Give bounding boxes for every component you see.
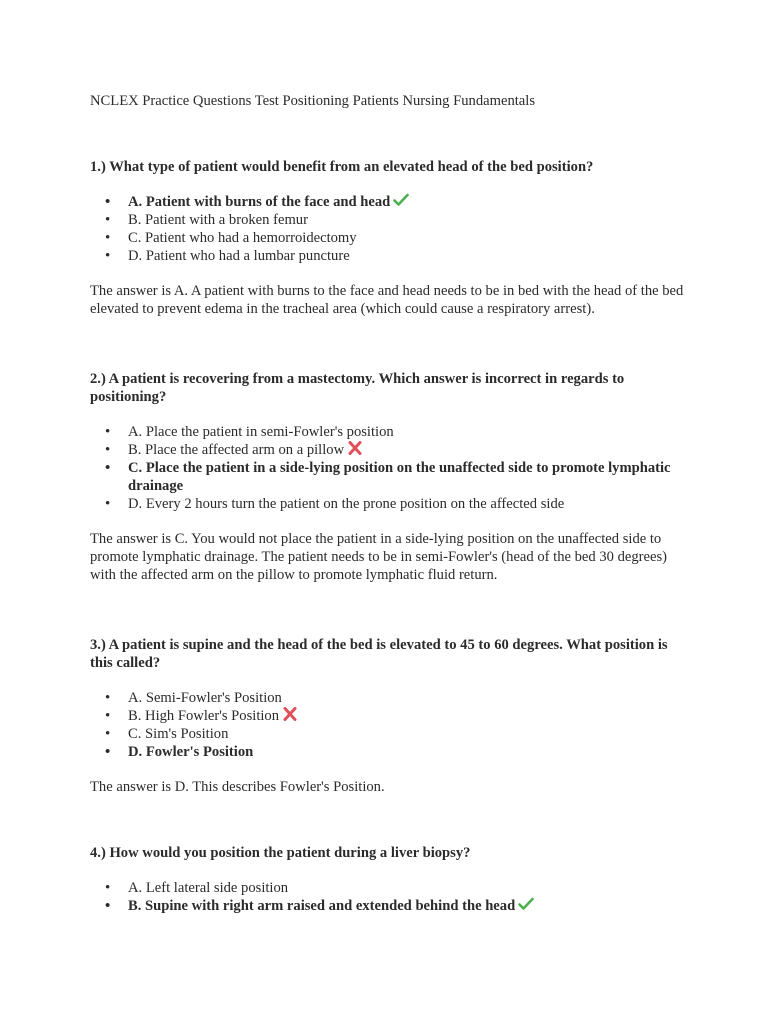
option-label: B. Place the affected arm on a pillow: [128, 442, 345, 458]
option-a: [128, 879, 690, 897]
answer-options: [90, 193, 690, 265]
answer-explanation: The answer is D. This describes Fowler's Position.: [90, 779, 385, 795]
question-text: 1.) What type of patient would benefit from an elevated head of the bed position?: [90, 159, 594, 175]
option-b: [128, 211, 690, 229]
option-d: [128, 495, 690, 513]
answer-options: [90, 423, 690, 513]
answer-options: [90, 689, 690, 761]
option-b: [128, 441, 690, 459]
option-d: [128, 743, 690, 761]
answer-options: [90, 879, 690, 915]
option-label: A. Patient with burns of the face and head: [128, 194, 391, 210]
question-text: 4.) How would you position the patient during a liver biopsy?: [90, 845, 471, 861]
question-text: 2.) A patient is recovering from a mastectomy. Which answer is incorrect in regards to positioning?: [90, 371, 625, 405]
cross-icon: [282, 707, 298, 721]
option-c: [128, 725, 690, 743]
option-label: B. Supine with right arm raised and extended behind the head: [128, 898, 516, 914]
option-d: [128, 247, 690, 265]
option-label: A. Place the patient in semi-Fowler's position: [128, 424, 394, 440]
option-a: [128, 423, 690, 441]
question-3: [90, 636, 690, 796]
option-label: A. Semi-Fowler's Position: [128, 690, 282, 706]
document-title: NCLEX Practice Questions Test Positioning Patients Nursing Fundamentals: [90, 93, 536, 109]
option-label: A. Left lateral side position: [128, 880, 289, 896]
cross-icon: [347, 441, 363, 455]
option-c: [128, 229, 690, 247]
option-label: D. Every 2 hours turn the patient on the prone position on the affected side: [128, 496, 565, 512]
option-a: [128, 689, 690, 707]
option-b: [128, 707, 690, 725]
option-label: C. Place the patient in a side-lying position on the unaffected side to promote lymphatic drainage: [128, 460, 671, 494]
option-label: C. Patient who had a hemorroidectomy: [128, 230, 357, 246]
option-label: B. High Fowler's Position: [128, 708, 280, 724]
option-c: [128, 459, 690, 495]
option-label: D. Patient who had a lumbar puncture: [128, 248, 350, 264]
question-2: [90, 370, 690, 584]
question-text: 3.) A patient is supine and the head of the bed is elevated to 45 to 60 degrees. What position is this called?: [90, 637, 668, 671]
check-icon: [518, 897, 534, 911]
check-icon: [393, 193, 409, 207]
answer-explanation: The answer is C. You would not place the patient in a side-lying position on the unaffected side to promote lymphatic drainage. The patient needs to be in semi-Fowler's (head of the bed 30 degrees) with the affected arm on the pillow to promote lymphatic fluid return.: [90, 531, 668, 583]
option-a: [128, 193, 690, 211]
question-1: [90, 158, 690, 318]
question-4: [90, 844, 690, 915]
document-page: [90, 92, 690, 967]
option-label: C. Sim's Position: [128, 726, 229, 742]
option-label: B. Patient with a broken femur: [128, 212, 308, 228]
answer-explanation: The answer is A. A patient with burns to the face and head needs to be in bed with the head of the bed elevated to prevent edema in the tracheal area (which could cause a respiratory arrest).: [90, 283, 684, 317]
option-label: D. Fowler's Position: [128, 744, 254, 760]
option-b: [128, 897, 690, 915]
